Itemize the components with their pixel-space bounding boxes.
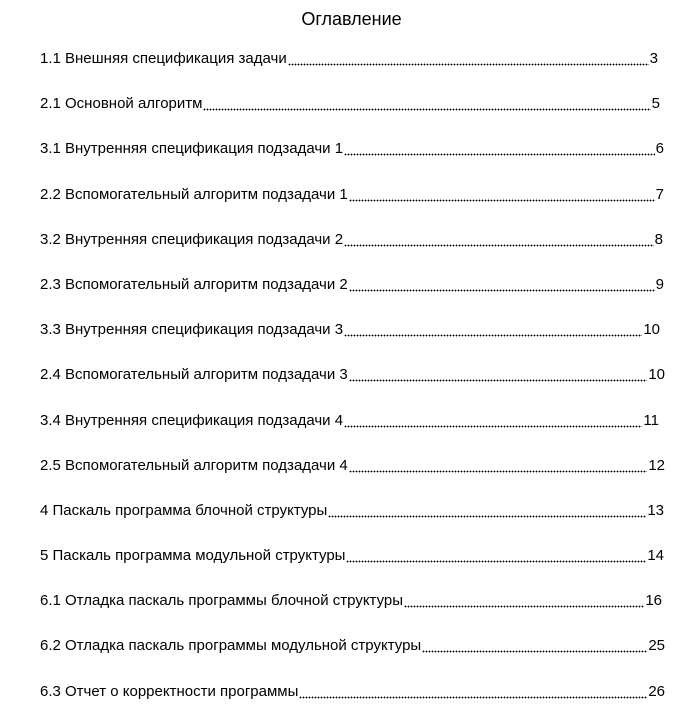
toc-entry[interactable] <box>40 140 664 185</box>
toc-entry[interactable] <box>40 50 658 95</box>
toc-entry-label: 3.4 Внутренняя спецификация подзадачи 4 <box>40 411 344 429</box>
toc-leader-dots <box>422 637 647 655</box>
toc-page-number: 9 <box>655 275 664 293</box>
toc-page-number: 10 <box>648 366 665 384</box>
toc-page-number: 10 <box>643 321 660 339</box>
toc-entry[interactable] <box>40 683 665 728</box>
toc-entry[interactable] <box>40 412 659 457</box>
toc-page-number: 26 <box>648 682 665 700</box>
toc-leader-dots <box>344 321 642 339</box>
toc-leader-dots <box>349 366 648 384</box>
toc-leader-dots <box>299 683 647 701</box>
toc-entry-label: 3.3 Внутренняя спецификация подзадачи 3 <box>40 321 344 339</box>
toc-page-number: 3 <box>649 50 658 67</box>
toc-entry-label: 2.4 Вспомогательный алгоритм подзадачи 3 <box>40 366 348 384</box>
toc-entry[interactable] <box>40 366 665 411</box>
toc-leader-dots <box>404 592 644 610</box>
toc-entry-label: 3.2 Внутренняя спецификация подзадачи 2 <box>40 230 344 248</box>
toc-leader-dots <box>328 502 646 520</box>
toc-entry-label: 4 Паскаль программа блочной структуры <box>40 501 328 519</box>
toc-page-number: 11 <box>643 411 659 429</box>
toc-page-number: 12 <box>648 456 665 474</box>
toc-entry-label: 6.3 Отчет о корректности программы <box>40 682 299 700</box>
toc-entry[interactable] <box>40 637 665 682</box>
toc-entry[interactable] <box>40 186 664 231</box>
toc-leader-dots <box>349 457 648 475</box>
toc-entry-label: 6.1 Отладка паскаль программы блочной структуры <box>40 592 404 610</box>
toc-entry-label: 2.3 Вспомогательный алгоритм подзадачи 2 <box>40 275 348 293</box>
toc-entry-label: 2.1 Основной алгоритм <box>40 95 203 113</box>
toc-entry-label: 2.2 Вспомогательный алгоритм подзадачи 1 <box>40 185 348 203</box>
toc-page-number: 13 <box>647 501 664 519</box>
toc-title: Оглавление <box>301 9 402 29</box>
toc-leader-dots <box>349 276 655 294</box>
toc-page-number: 5 <box>651 95 660 113</box>
toc-entry[interactable] <box>40 231 663 276</box>
toc-entry-label: 2.5 Вспомогательный алгоритм подзадачи 4 <box>40 456 348 474</box>
toc-leader-dots <box>349 186 655 204</box>
toc-entry[interactable] <box>40 592 662 637</box>
toc-entry-label: 1.1 Внешняя спецификация задачи <box>40 50 287 67</box>
toc-leader-dots <box>344 412 642 430</box>
toc-page-number: 16 <box>645 592 662 610</box>
toc-list <box>40 50 665 728</box>
toc-page-number: 7 <box>655 185 664 203</box>
toc-entry[interactable] <box>40 457 665 502</box>
toc-leader-dots <box>203 95 650 113</box>
toc-page-number: 14 <box>647 547 664 565</box>
toc-page-number: 25 <box>648 637 665 655</box>
toc-leader-dots <box>344 140 655 158</box>
toc-leader-dots <box>344 231 654 249</box>
toc-page-number: 6 <box>655 140 664 158</box>
toc-entry-label: 3.1 Внутренняя спецификация подзадачи 1 <box>40 140 344 158</box>
toc-leader-dots <box>346 547 646 565</box>
toc-entry-label: 6.2 Отладка паскаль программы модульной структуры <box>40 637 422 655</box>
toc-entry[interactable] <box>40 321 660 366</box>
toc-leader-dots <box>288 50 649 68</box>
toc-entry-label: 5 Паскаль программа модульной структуры <box>40 547 346 565</box>
toc-entry[interactable] <box>40 276 664 321</box>
toc-entry[interactable] <box>40 95 660 140</box>
toc-entry[interactable] <box>40 502 664 547</box>
toc-entry[interactable] <box>40 547 664 592</box>
toc-page-number: 8 <box>654 230 663 248</box>
